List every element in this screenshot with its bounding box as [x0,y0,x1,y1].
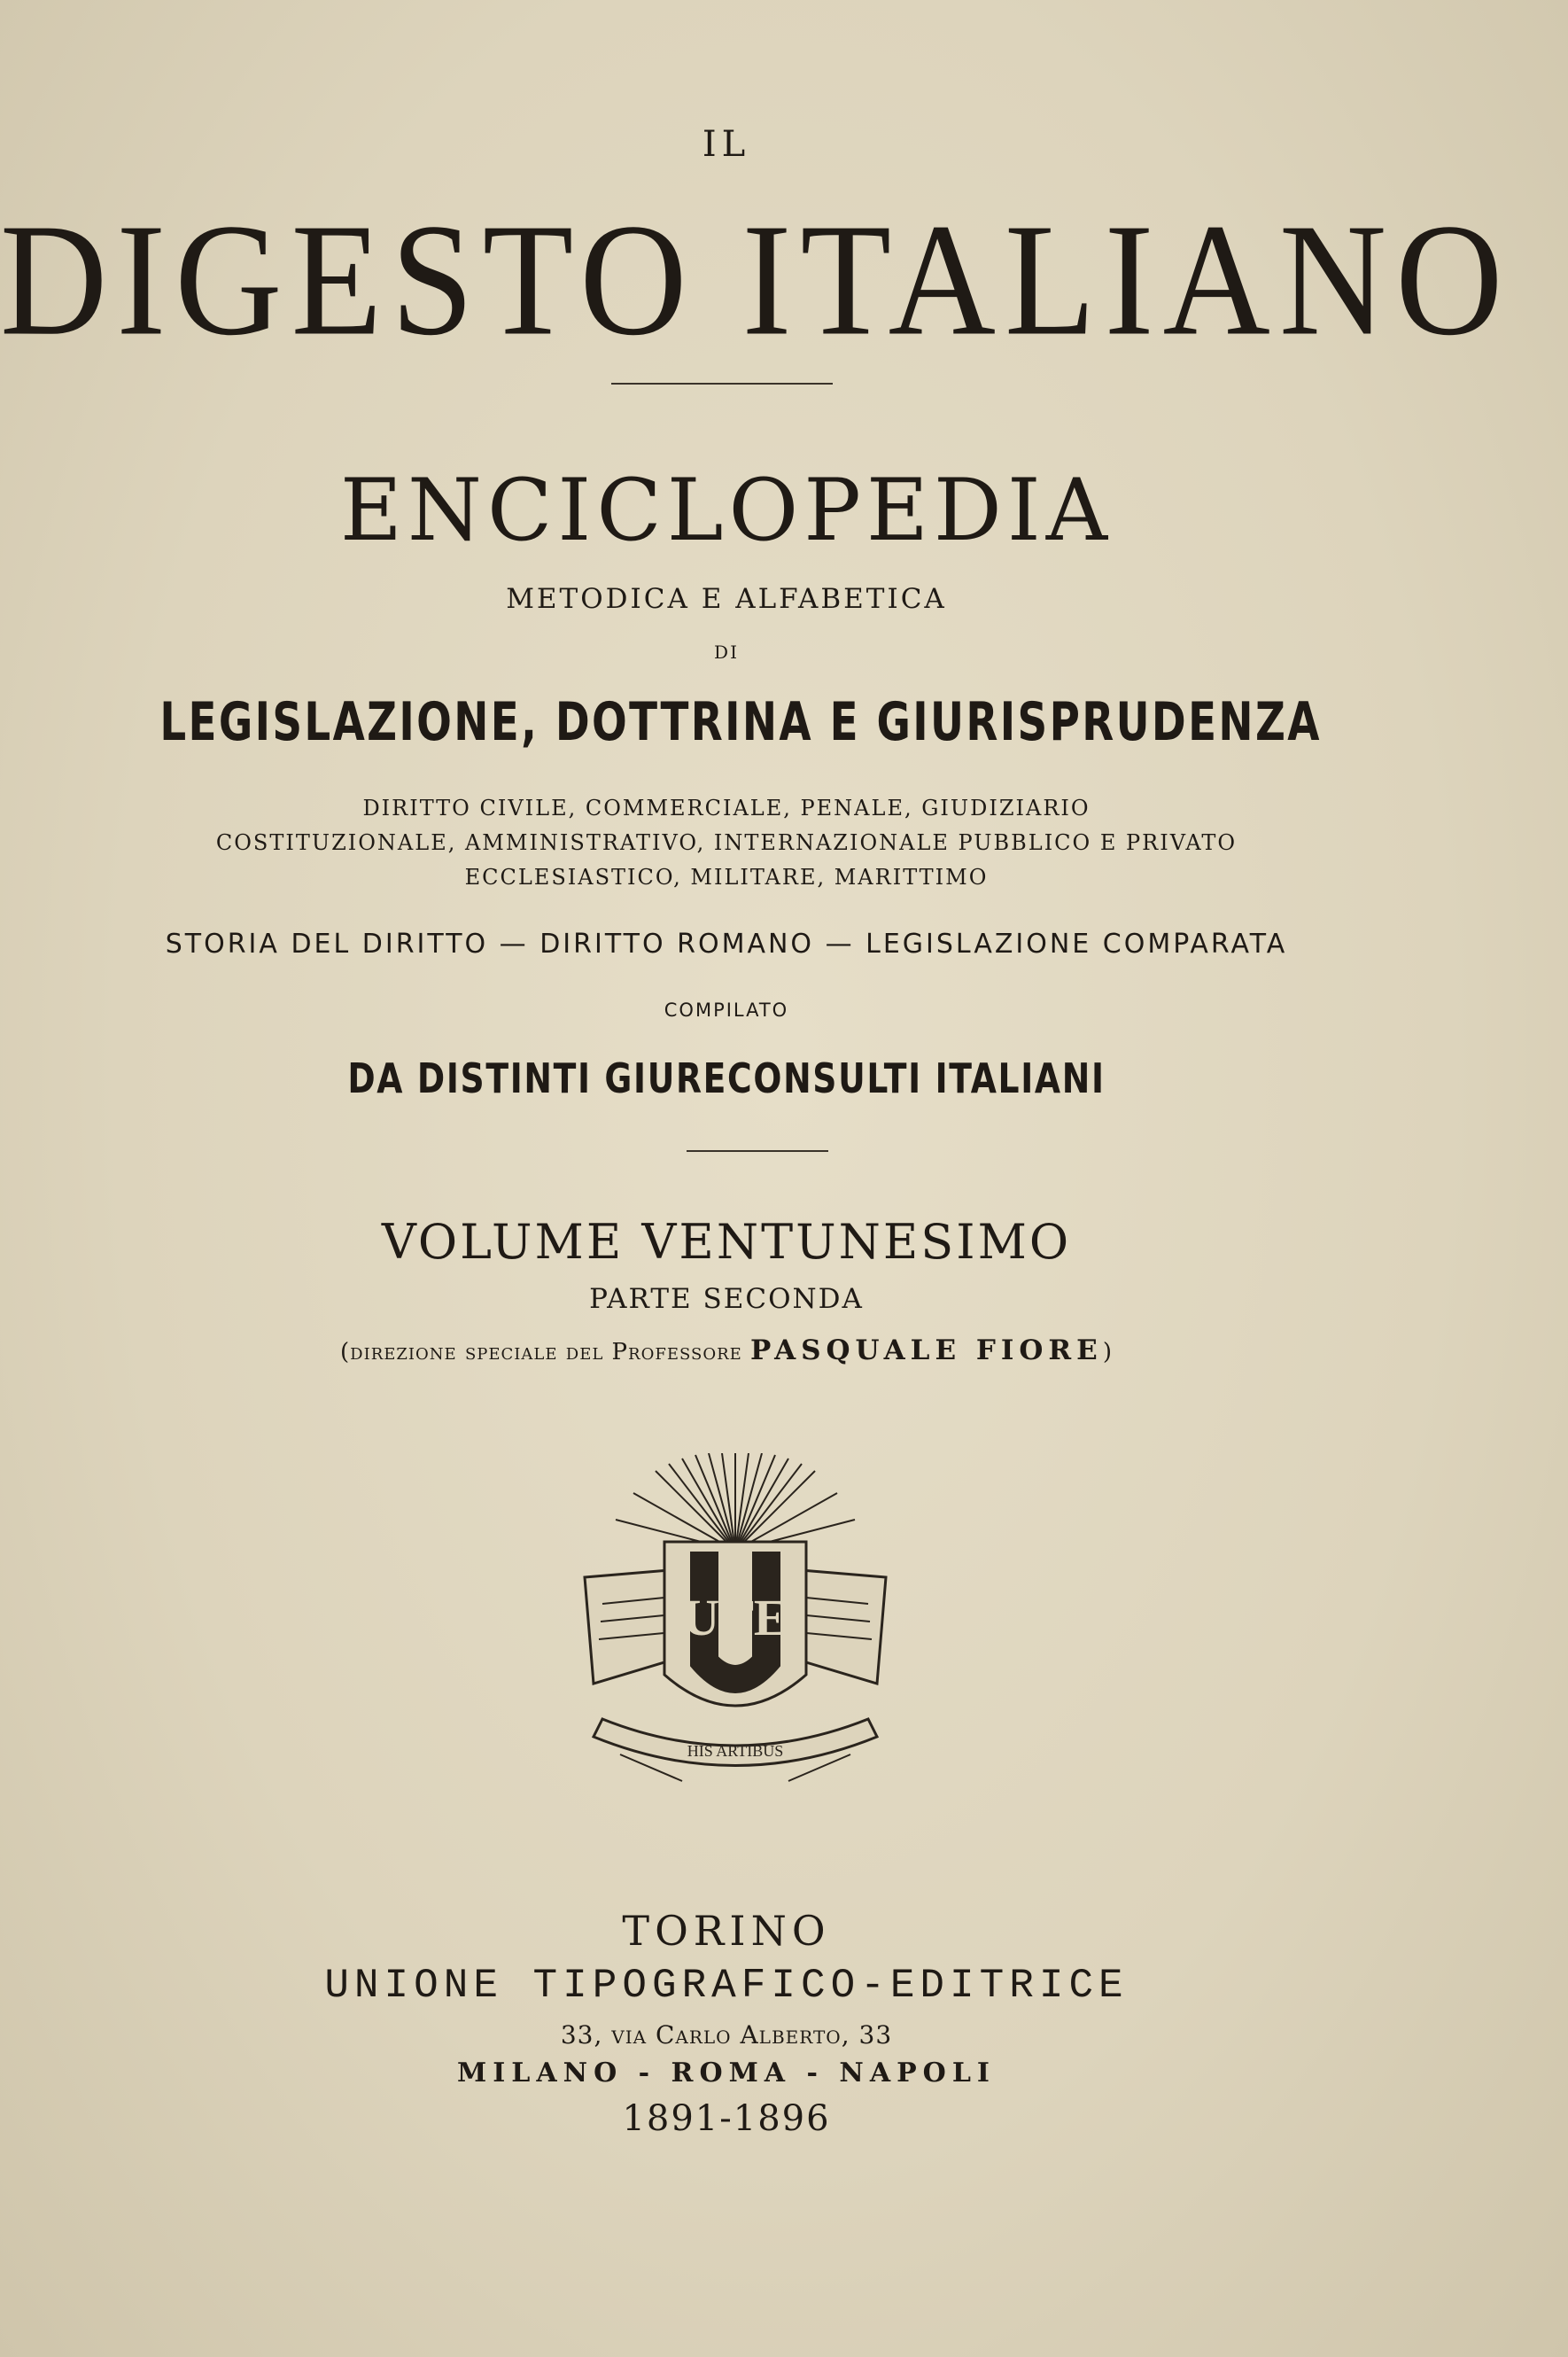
imprint-city: TORINO [622,1907,831,1955]
emblem-letters: UTE [682,1589,788,1646]
emblem-motto: HIS ARTIBUS [687,1742,784,1760]
main-title: DIGESTO ITALIANO [0,191,1512,369]
imprint-years: 1891-1896 [622,2098,831,2139]
publisher-emblem-icon [549,1453,921,1808]
authors-line: DA DISTINTI GIURECONSULTI ITALIANI [347,1054,1106,1102]
divider-rule [687,1150,828,1152]
preposition: DI [714,642,739,663]
branch-line: ECCLESIASTICO, MILITARE, MARITTIMO [464,865,989,890]
volume-title: VOLUME VENTUNESIMO [381,1214,1072,1270]
topics-line: STORIA DEL DIRITTO — DIRITTO ROMANO — LEGISLAZIONE COMPARATA [165,929,1288,960]
direction-suffix: ) [1102,1339,1113,1365]
imprint-branches: MILANO - ROMA - NAPOLI [457,2058,996,2089]
subtitle: ENCICLOPEDIA [339,461,1114,560]
divider-rule [611,383,833,385]
title-article: IL [702,124,751,165]
volume-part: PARTE SECONDA [589,1283,864,1315]
branch-line: COSTITUZIONALE, AMMINISTRATIVO, INTERNAZIONALE PUBBLICO E PRIVATO [215,830,1238,855]
imprint-address: 33, via Carlo Alberto, 33 [560,2020,893,2050]
subtitle-qualifier: METODICA E ALFABETICA [506,583,947,615]
sun-rays-icon [616,1453,855,1551]
compiled-label: COMPILATO [664,1000,789,1021]
direction-prefix: (direzione speciale del Professore [340,1339,742,1365]
subject-heading: LEGISLAZIONE, DOTTRINA E GIURISPRUDENZA [159,691,1322,753]
branch-line: DIRITTO CIVILE, COMMERCIALE, PENALE, GIUDIZIARIO [362,796,1091,821]
imprint-publisher: UNIONE TIPOGRAFICO-EDITRICE [324,1963,1129,2009]
director-name: PASQUALE FIORE [750,1334,1103,1366]
direction-line [0,1334,1453,1366]
